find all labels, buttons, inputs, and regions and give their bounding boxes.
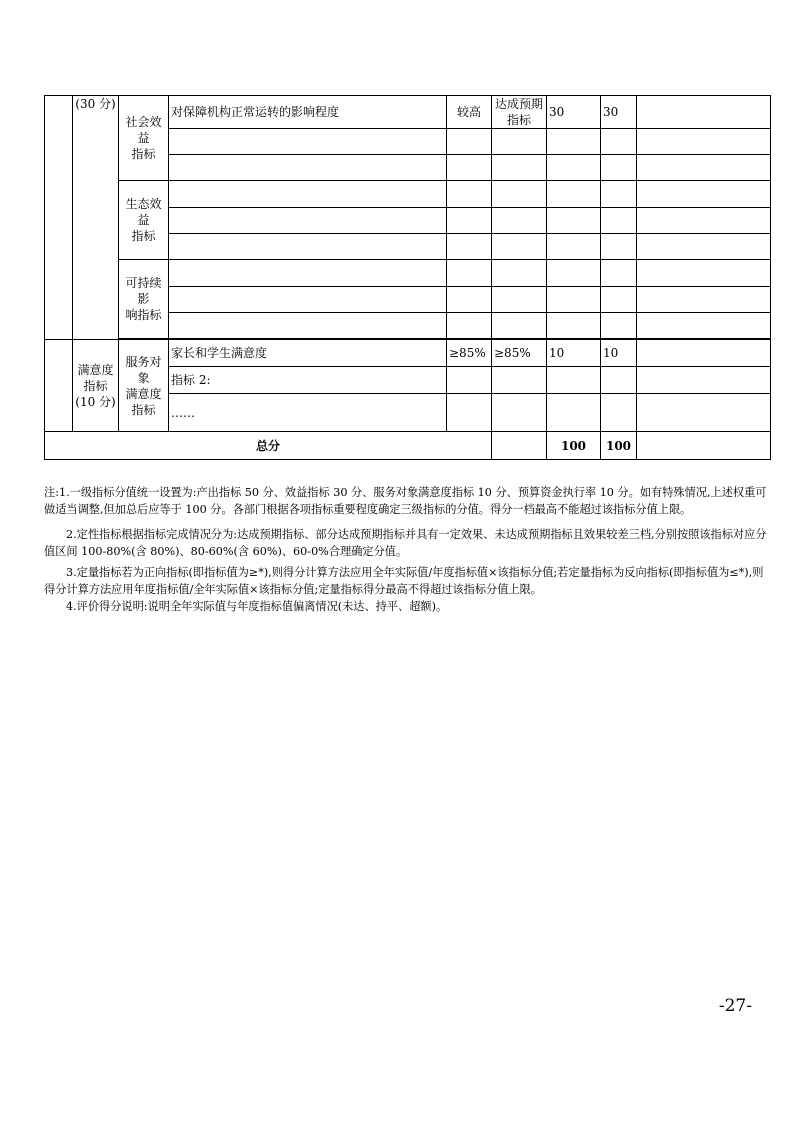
note-cell: [637, 340, 771, 367]
score-cell: [601, 367, 637, 394]
weight-cell: [547, 394, 601, 432]
actual-cell: 达成预期指标: [492, 96, 547, 129]
actual-cell: [492, 181, 547, 208]
actual-cell: [492, 367, 547, 394]
target-cell: ≥85%: [447, 340, 492, 367]
note-cell: [637, 367, 771, 394]
total-label: 总分: [45, 432, 492, 460]
indicator-cell: [169, 155, 447, 181]
note-cell: [637, 155, 771, 181]
level0-cell: [45, 96, 73, 340]
note-cell: [637, 96, 771, 129]
service-satisfaction-label: 服务对 象 满意度 指标: [119, 340, 169, 432]
score-cell: 30: [601, 96, 637, 129]
target-cell: [447, 313, 492, 339]
level0-cell: [45, 340, 73, 432]
table-row: [45, 340, 771, 367]
total-weight: 100: [547, 432, 601, 460]
indicator-cell: 指标 2:: [169, 367, 447, 394]
score-cell: [601, 129, 637, 155]
note-cell: [637, 287, 771, 313]
note-2: 2.定性指标根据指标完成情况分为:达成预期指标、部分达成预期指标并具有一定效果、未达成预期指标且效果较差三档,分别按照该指标对应分值区间 100-80%(含 80%)、80-60%(含 60%)、60-0%合理确定分值。: [44, 528, 767, 558]
table-row: [45, 181, 771, 208]
indicator-cell: [169, 313, 447, 339]
actual-cell: [492, 155, 547, 181]
note-cell: [637, 394, 771, 432]
indicator-cell: [169, 234, 447, 260]
weight-cell: [547, 287, 601, 313]
score-cell: [601, 313, 637, 339]
score-cell: [601, 181, 637, 208]
target-cell: [447, 155, 492, 181]
table-notes: [44, 484, 772, 615]
weight-cell: [547, 367, 601, 394]
score-cell: [601, 287, 637, 313]
weight-cell: 10: [547, 340, 601, 367]
indicator-cell: 家长和学生满意度: [169, 340, 447, 367]
target-cell: [447, 287, 492, 313]
weight-cell: [547, 234, 601, 260]
actual-cell: [492, 260, 547, 287]
indicator-cell: ……: [169, 394, 447, 432]
actual-cell: [492, 234, 547, 260]
total-note-cell: [637, 432, 771, 460]
actual-cell: [492, 313, 547, 339]
total-actual-cell: [492, 432, 547, 460]
actual-cell: [492, 208, 547, 234]
target-cell: [447, 234, 492, 260]
score-cell: 10: [601, 340, 637, 367]
indicator-cell: [169, 208, 447, 234]
indicator-cell: [169, 181, 447, 208]
eco-benefit-label: 生态效 益 指标: [119, 181, 169, 260]
weight-cell: [547, 260, 601, 287]
score-cell: [601, 260, 637, 287]
note-cell: [637, 181, 771, 208]
target-cell: 较高: [447, 96, 492, 129]
indicator-cell: [169, 260, 447, 287]
target-cell: [447, 394, 492, 432]
table-row: [45, 260, 771, 287]
actual-cell: [492, 394, 547, 432]
indicator-cell: [169, 129, 447, 155]
note-cell: [637, 234, 771, 260]
weight-cell: [547, 208, 601, 234]
note-4: 4.评价得分说明:说明全年实际值与年度指标值偏离情况(未达、持平、超额)。: [66, 600, 448, 613]
score-cell: [601, 208, 637, 234]
score-cell: [601, 394, 637, 432]
actual-cell: [492, 287, 547, 313]
indicator-cell: 对保障机构正常运转的影响程度: [169, 96, 447, 129]
total-row: [45, 432, 771, 460]
weight-cell: [547, 129, 601, 155]
sustainability-label: 可持续 影 响指标: [119, 260, 169, 339]
score-cell: [601, 155, 637, 181]
level1-satisfaction-score: 满意度 指标 (10 分): [73, 340, 119, 432]
indicator-cell: [169, 287, 447, 313]
target-cell: [447, 181, 492, 208]
score-cell: [601, 234, 637, 260]
note-3: 3.定量指标若为正向指标(即指标值为≥*),则得分计算方法应用全年实际值/年度指标值×该指标分值;若定量指标为反向指标(即指标值为≤*),则得分计算方法应用年度指标值/全年实际值×该指标分值;定量指标得分最高不得超过该指标分值上限。: [44, 566, 764, 596]
total-score: 100: [601, 432, 637, 460]
performance-evaluation-table: [44, 95, 771, 460]
weight-cell: [547, 155, 601, 181]
note-cell: [637, 260, 771, 287]
note-cell: [637, 313, 771, 339]
note-cell: [637, 208, 771, 234]
note-1: 注:1.一级指标分值统一设置为:产出指标 50 分、效益指标 30 分、服务对象满意度指标 10 分、预算资金执行率 10 分。如有特殊情况,上述权重可做适当调整,但加总后应等于 100 分。各部门根据各项指标重要程度确定三级指标的分值。得分一档最高不能超过该指标分值上限。: [44, 486, 767, 516]
social-benefit-label: 社会效 益 指标: [119, 96, 169, 181]
target-cell: [447, 260, 492, 287]
target-cell: [447, 129, 492, 155]
level1-benefit-score: (30 分): [73, 96, 119, 340]
actual-cell: [492, 129, 547, 155]
table-row: [45, 96, 771, 129]
target-cell: [447, 367, 492, 394]
weight-cell: [547, 313, 601, 339]
actual-cell: ≥85%: [492, 340, 547, 367]
weight-cell: [547, 181, 601, 208]
weight-cell: 30: [547, 96, 601, 129]
note-cell: [637, 129, 771, 155]
page-number: -27-: [718, 996, 752, 1016]
target-cell: [447, 208, 492, 234]
